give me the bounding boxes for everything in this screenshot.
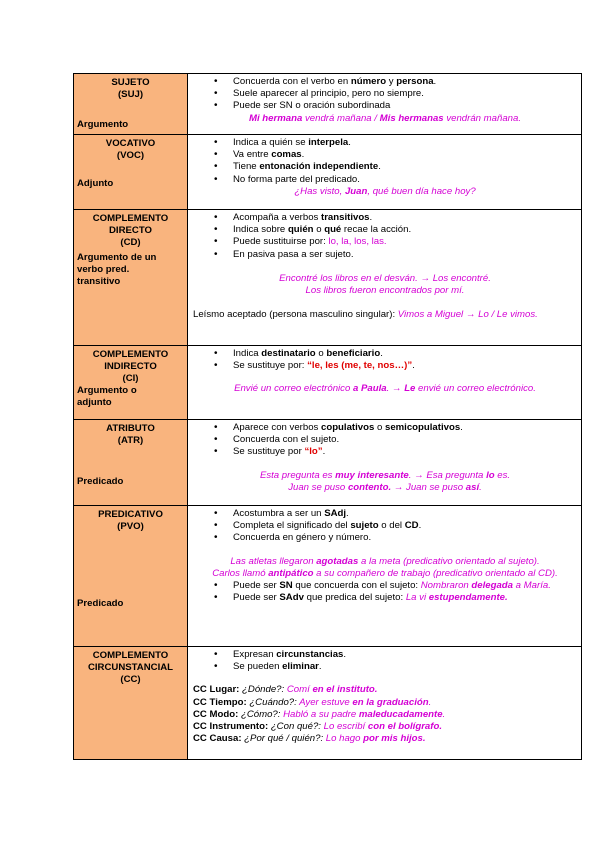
example: Las atletas llegaron agotadas a la meta (predicativo orientado al sujeto). Carlos llamó antipático a su compañero de trabajo (predicativo orientado al CD). <box>212 555 558 579</box>
content-vocativo <box>188 135 582 210</box>
function-label: Adjunto <box>77 178 114 189</box>
content-ci <box>188 346 582 420</box>
title: COMPLEMENTO INDIRECTO (CI) <box>92 349 169 384</box>
content-atributo <box>188 420 582 506</box>
title: SUJETO (SUJ) <box>111 77 150 100</box>
cc-types <box>193 684 577 745</box>
row-ci <box>74 346 582 420</box>
label-predicativo <box>74 506 188 647</box>
row-cc <box>74 647 582 760</box>
bullet: • Va entre comas. <box>193 149 577 161</box>
function-label: Predicado <box>77 476 124 487</box>
cc-instrumento: CC Instrumento: ¿Con qué?: Lo escribí con el bolígrafo. <box>193 721 442 733</box>
function-label: Argumento <box>77 119 129 130</box>
bullet: • Se sustituye por: “le, les (me, te, nos…)”. <box>193 360 577 372</box>
bullet: • Expresan circunstancias. <box>193 649 577 661</box>
example: ¿Has visto, Juan, qué buen día hace hoy? <box>294 185 476 197</box>
label-ci <box>74 346 188 420</box>
content-cd <box>188 210 582 346</box>
bullet: • Se sustituye por “lo”. <box>193 446 577 458</box>
syntax-table <box>73 73 582 760</box>
row-sujeto <box>74 74 582 135</box>
bullet: • Indica sobre quién o qué recae la acción. <box>193 224 577 236</box>
bullet: • Puede ser SN que concuerda con el sujeto: Nombraron delegada a María. <box>193 580 577 592</box>
bullet: • Concuerda en género y número. <box>193 532 577 544</box>
cc-tiempo: CC Tiempo: ¿Cuándo?: Ayer estuve en la graduación. <box>193 696 432 708</box>
cc-lugar: CC Lugar: ¿Dónde?: Comí en el instituto. <box>193 684 378 696</box>
label-cd <box>74 210 188 346</box>
bullet: • Indica a quién se interpela. <box>193 137 577 149</box>
content-predicativo <box>188 506 582 647</box>
function-label: Argumento o adjunto <box>77 385 137 408</box>
leismo-note: Leísmo aceptado (persona masculino singular): Vimos a Miguel → Lo / Le vimos. <box>193 309 538 321</box>
bullet: • Puede ser SAdv que predica del sujeto: La vi estupendamente. <box>193 592 577 604</box>
bullet: • Tiene entonación independiente. <box>193 161 577 173</box>
title: VOCATIVO (VOC) <box>105 138 156 161</box>
example: Envié un correo electrónico a Paula. → Le envié un correo electrónico. <box>234 383 536 395</box>
title: COMPLEMENTO CIRCUNSTANCIAL (CC) <box>87 650 174 685</box>
label-sujeto <box>74 74 188 135</box>
content-cc <box>188 647 582 760</box>
cc-modo: CC Modo: ¿Cómo?: Habló a su padre maleducadamente. <box>193 708 446 720</box>
label-atributo <box>74 420 188 506</box>
label-cc <box>74 647 188 760</box>
bullet: • Suele aparecer al principio, pero no siempre. <box>193 88 577 100</box>
bullet: • En pasiva pasa a ser sujeto. <box>193 249 577 261</box>
bullet: • Puede ser SN o oración subordinada <box>193 100 577 112</box>
row-predicativo <box>74 506 582 647</box>
row-vocativo <box>74 135 582 210</box>
bullet: • Acompaña a verbos transitivos. <box>193 212 577 224</box>
label-vocativo <box>74 135 188 210</box>
example: Encontré los libros en el desván. → Los encontré. Los libros fueron encontrados por mí. <box>279 272 491 297</box>
title: COMPLEMENTO DIRECTO (CD) <box>92 213 169 248</box>
bullet: • Indica destinatario o beneficiario. <box>193 348 577 360</box>
example: Esta pregunta es muy interesante. → Esa pregunta lo es. Juan se puso contento. → Juan se puso así. <box>259 469 511 493</box>
row-cd <box>74 210 582 346</box>
example: Mi hermana vendrá mañana / Mis hermanas vendrán mañana. <box>248 112 521 124</box>
bullet: • Puede sustituirse por: lo, la, los, las. <box>193 236 577 248</box>
bullet: • Concuerda con el sujeto. <box>193 434 577 446</box>
function-label: Predicado <box>77 598 124 609</box>
title: PREDICATIVO (PVO) <box>98 509 163 532</box>
bullet: • Completa el significado del sujeto o del CD. <box>193 520 577 532</box>
content-sujeto <box>188 74 582 135</box>
bullet: • Concuerda con el verbo en número y persona. <box>193 76 577 88</box>
function-label: Argumento de un verbo pred. transitivo <box>77 252 157 287</box>
bullet: • No forma parte del predicado. <box>193 174 577 186</box>
cc-causa: CC Causa: ¿Por qué / quién?: Lo hago por mis hijos. <box>193 733 426 745</box>
bullet: • Aparece con verbos copulativos o semicopulativos. <box>193 422 577 434</box>
bullet: • Acostumbra a ser un SAdj. <box>193 508 577 520</box>
row-atributo <box>74 420 582 506</box>
title: ATRIBUTO (ATR) <box>106 423 155 446</box>
bullet: • Se pueden eliminar. <box>193 661 577 673</box>
